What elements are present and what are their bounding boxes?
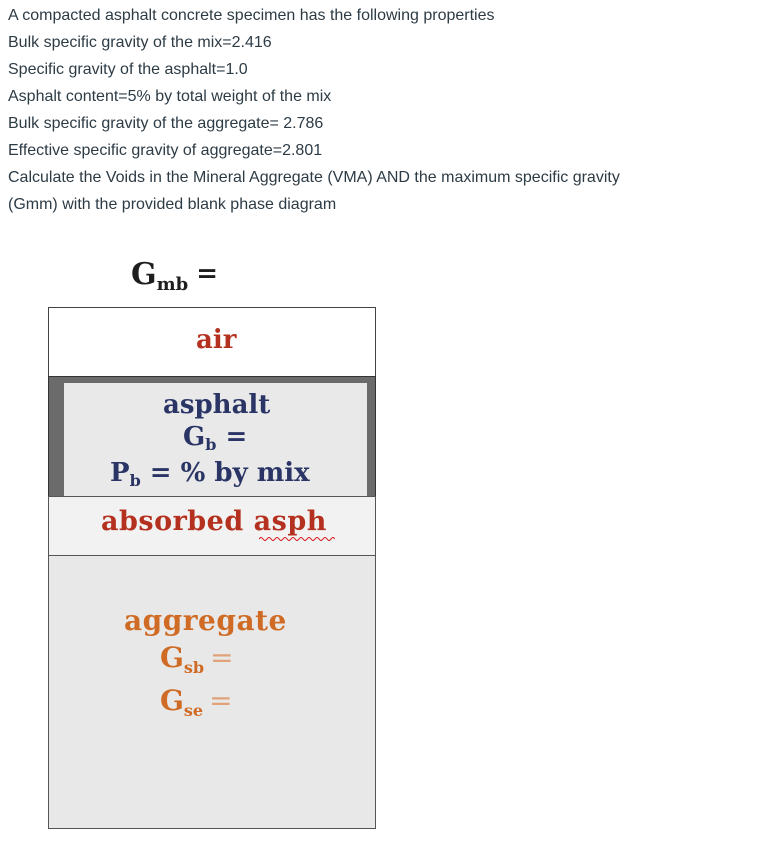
gb-equals: =	[216, 422, 248, 452]
gse-label	[160, 684, 233, 720]
gsb-subscript: sb	[183, 658, 205, 677]
gmb-symbol: G	[131, 257, 157, 292]
problem-line: Asphalt content=5% by total weight of the mix	[8, 88, 332, 105]
asphalt-label: asphalt	[163, 390, 271, 420]
pb-subscript: b	[129, 471, 141, 490]
problem-line: Effective specific gravity of aggregate=2.801	[8, 142, 323, 159]
gse-symbol: G	[160, 684, 184, 717]
gmb-subscript: mb	[156, 274, 189, 295]
problem-line: (Gmm) with the provided blank phase diagram	[8, 196, 337, 213]
gb-symbol: G	[183, 422, 206, 452]
problem-line: Bulk specific gravity of the mix=2.416	[8, 34, 272, 51]
pb-symbol: P	[110, 458, 130, 488]
absorbed-word: absorbed	[101, 506, 254, 537]
gmb-label	[131, 257, 218, 295]
asph-word: asph	[253, 506, 327, 537]
problem-line: Specific gravity of the asphalt=1.0	[8, 61, 248, 78]
absorbed-asphalt-label	[101, 506, 327, 537]
problem-line: Bulk specific gravity of the aggregate= 2.786	[8, 115, 324, 132]
pb-rest: = % by mix	[140, 458, 310, 488]
gmb-equals: =	[196, 259, 219, 289]
spellcheck-underline	[259, 537, 335, 541]
gsb-symbol: G	[160, 641, 184, 674]
problem-line: Calculate the Voids in the Mineral Aggregate (VMA) AND the maximum specific gravity	[8, 169, 620, 186]
aggregate-label: aggregate	[124, 604, 287, 637]
gb-label	[183, 422, 247, 454]
problem-line: A compacted asphalt concrete specimen has the following properties	[8, 7, 495, 24]
air-label: air	[196, 325, 237, 355]
gse-subscript: se	[183, 701, 204, 720]
gse-equals: =	[209, 684, 233, 717]
gsb-equals: =	[210, 641, 234, 674]
pb-label	[110, 458, 310, 490]
gb-subscript: b	[205, 435, 217, 454]
gsb-label	[160, 641, 234, 677]
